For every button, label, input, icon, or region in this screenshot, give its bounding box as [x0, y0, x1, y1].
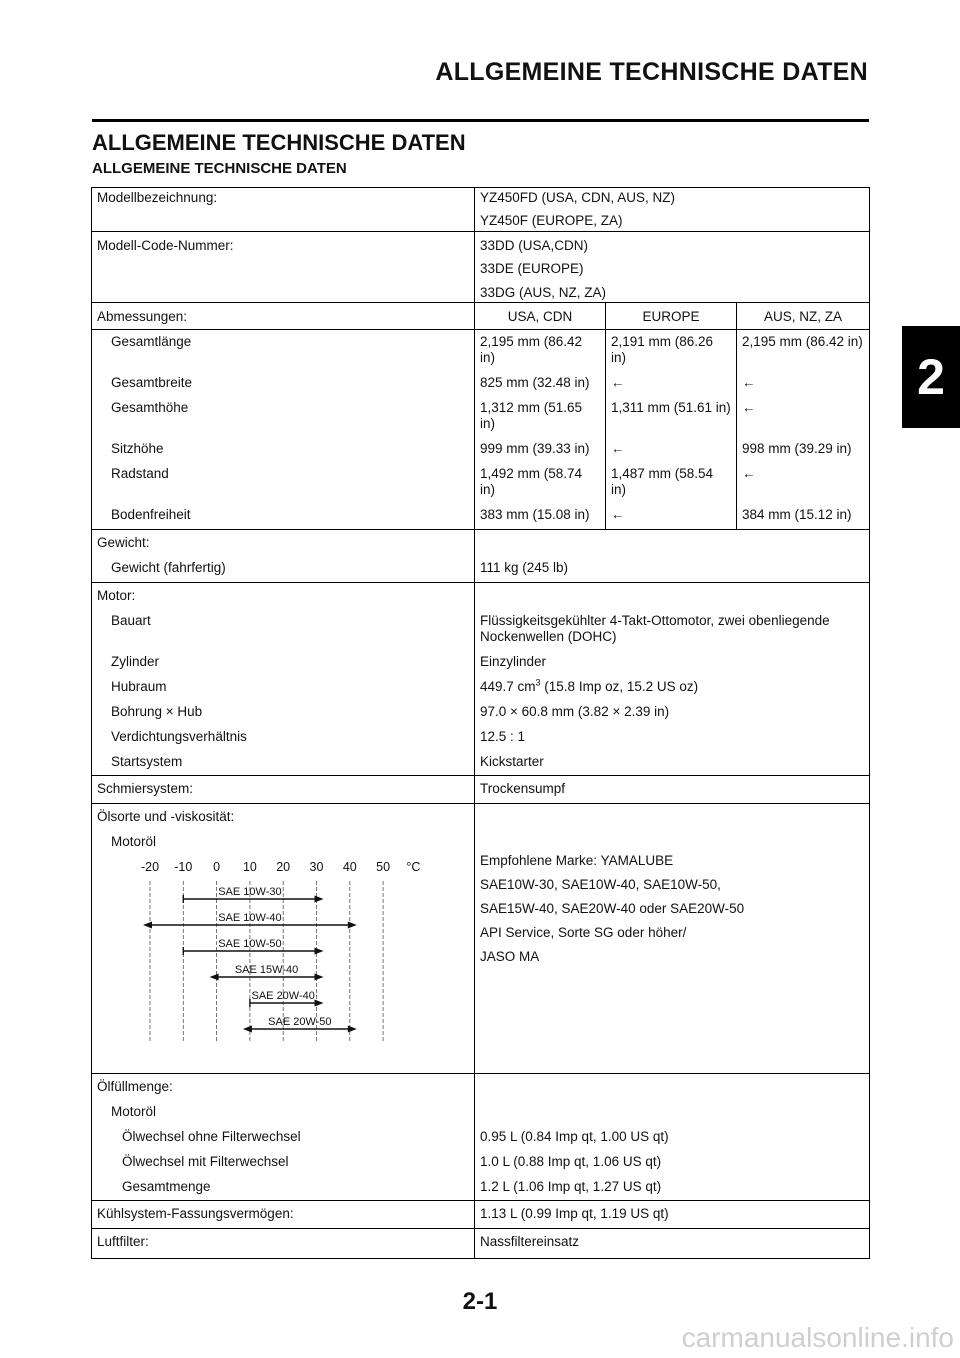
abm-label: Abmessungen: — [92, 303, 475, 330]
series-label: SAE 10W-50 — [218, 938, 282, 950]
row-luftfilter — [92, 1229, 870, 1259]
oel-chart-cell — [92, 851, 475, 1074]
arrow-right-icon — [315, 974, 324, 981]
watermark: carmanualsonline.info — [681, 1322, 954, 1353]
schmier-label: Schmiersystem: — [92, 776, 475, 804]
oel-value-2: SAE10W-30, SAE10W-40, SAE10W-50, — [480, 877, 721, 892]
dim-label: Gesamthöhe — [92, 392, 475, 433]
oel-value-4: API Service, Sorte SG oder höher/ — [480, 925, 687, 940]
schmier-value: Trockensumpf — [475, 776, 870, 804]
row-oelfuellmenge — [92, 1074, 870, 1097]
dim-usa: 1,492 mm (58.74 in) — [475, 458, 606, 499]
oil-viscosity-chart — [92, 851, 475, 1069]
dim-europe: ← — [606, 367, 737, 392]
verdichtung-value: 12.5 : 1 — [475, 721, 870, 746]
tick-label: 20 — [276, 860, 291, 874]
dim-europe: 1,487 mm (58.54 in) — [606, 458, 737, 499]
fuell-sub-label: Motoröl — [92, 1096, 475, 1121]
sub-title: ALLGEMEINE TECHNISCHE DATEN — [92, 160, 347, 177]
page-header-title: ALLGEMEINE TECHNISCHE DATEN — [435, 58, 868, 86]
kuehl-label: Kühlsystem-Fassungsvermögen: — [92, 1201, 475, 1229]
bauart-label: Bauart — [92, 605, 475, 646]
dim-aus: 998 mm (39.29 in) — [737, 433, 870, 458]
modell-value-2: YZ450F (EUROPE, ZA) — [475, 207, 870, 231]
fuell-row1-label: Ölwechsel ohne Filterwechsel — [92, 1121, 475, 1146]
dim-aus: 384 mm (15.12 in) — [737, 499, 870, 530]
dim-europe: 2,191 mm (86.26 in) — [606, 330, 737, 368]
arrow-left-icon — [210, 974, 219, 981]
page-number: 2-1 — [462, 1288, 498, 1315]
hubraum-label: Hubraum — [92, 671, 475, 696]
dim-row — [92, 433, 870, 458]
gewicht-value: 111 kg (245 lb) — [475, 552, 870, 583]
dim-europe: ← — [606, 499, 737, 530]
fuell-label: Ölfüllmenge: — [92, 1074, 475, 1097]
arrow-right-icon — [348, 922, 357, 929]
motor-label: Motor: — [92, 583, 475, 606]
luft-value: Nassfiltereinsatz — [475, 1229, 870, 1259]
tick-label: 0 — [213, 860, 221, 874]
arrow-right-icon — [315, 948, 324, 955]
chapter-tab[interactable]: 2 — [902, 326, 960, 428]
dim-row — [92, 330, 870, 368]
oel-value-5: JASO MA — [480, 949, 540, 964]
spec-table — [91, 187, 870, 1259]
fuell-row1-value: 0.95 L (0.84 Imp qt, 1.00 US qt) — [475, 1121, 870, 1146]
dim-label: Sitzhöhe — [92, 433, 475, 458]
dim-row — [92, 367, 870, 392]
oel-sub-label: Motoröl — [92, 826, 475, 851]
gewicht-label: Gewicht: — [92, 530, 475, 553]
dim-usa: 383 mm (15.08 in) — [475, 499, 606, 530]
bauart-value: Flüssigkeitsgekühlter 4-Takt-Ottomotor, zwei obenliegende Nockenwellen (DOHC) — [475, 605, 870, 646]
row-schmiersystem — [92, 776, 870, 804]
fuell-row2-value: 1.0 L (0.88 Imp qt, 1.06 US qt) — [475, 1146, 870, 1171]
verdichtung-label: Verdichtungsverhältnis — [92, 721, 475, 746]
gewicht-sub-label: Gewicht (fahrfertig) — [92, 552, 475, 583]
bohrung-label: Bohrung × Hub — [92, 696, 475, 721]
series-label: SAE 20W-50 — [268, 1016, 332, 1028]
dim-usa: 999 mm (39.33 in) — [475, 433, 606, 458]
row-code — [92, 231, 870, 255]
tick-label: 10 — [242, 860, 257, 874]
dim-row — [92, 392, 870, 433]
oel-label: Ölsorte und -viskosität: — [92, 804, 475, 827]
arrow-left-icon — [243, 1026, 252, 1033]
oel-values — [475, 851, 870, 1074]
tick-label: -10 — [174, 860, 193, 874]
dim-aus: ← — [737, 458, 870, 499]
modell-label: Modellbezeichnung: — [92, 188, 475, 208]
fuell-row2-label: Ölwechsel mit Filterwechsel — [92, 1146, 475, 1171]
dim-aus: 2,195 mm (86.42 in) — [737, 330, 870, 368]
dim-row — [92, 499, 870, 530]
abm-head-aus: AUS, NZ, ZA — [737, 303, 870, 330]
dim-usa: 2,195 mm (86.42 in) — [475, 330, 606, 368]
zylinder-value: Einzylinder — [475, 646, 870, 671]
row-kuehlsystem — [92, 1201, 870, 1229]
dim-aus: ← — [737, 392, 870, 433]
row-gewicht — [92, 530, 870, 553]
modell-value-1: YZ450FD (USA, CDN, AUS, NZ) — [475, 188, 870, 208]
series-label: SAE 10W-40 — [218, 912, 282, 924]
row-motor — [92, 583, 870, 606]
hubraum-value-post: (15.8 Imp oz, 15.2 US oz) — [540, 679, 699, 694]
code-label: Modell-Code-Nummer: — [92, 231, 475, 255]
hubraum-value — [475, 671, 870, 696]
zylinder-label: Zylinder — [92, 646, 475, 671]
dim-label: Gesamtbreite — [92, 367, 475, 392]
oel-value-3: SAE15W-40, SAE20W-40 oder SAE20W-50 — [480, 901, 745, 916]
dim-europe: ← — [606, 433, 737, 458]
arrow-right-icon — [315, 896, 324, 903]
main-title: ALLGEMEINE TECHNISCHE DATEN — [92, 130, 466, 155]
code-value-2: 33DE (EUROPE) — [475, 255, 870, 279]
tick-label: 50 — [376, 860, 391, 874]
code-value-3: 33DG (AUS, NZ, ZA) — [475, 279, 870, 303]
arrow-left-icon — [143, 922, 152, 929]
arrow-right-icon — [315, 1000, 324, 1007]
dim-label: Bodenfreiheit — [92, 499, 475, 530]
kuehl-value: 1.13 L (0.99 Imp qt, 1.19 US qt) — [475, 1201, 870, 1229]
arrow-right-icon — [348, 1026, 357, 1033]
dim-label: Gesamtlänge — [92, 330, 475, 368]
dim-aus: ← — [737, 367, 870, 392]
fuell-row3-value: 1.2 L (1.06 Imp qt, 1.27 US qt) — [475, 1171, 870, 1201]
series-label: SAE 15W-40 — [234, 964, 299, 976]
row-oelsorte — [92, 804, 870, 827]
code-value-1: 33DD (USA,CDN) — [475, 231, 870, 255]
dim-row — [92, 458, 870, 499]
hubraum-value-pre: 449.7 cm — [480, 679, 536, 694]
fuell-row3-label: Gesamtmenge — [92, 1171, 475, 1201]
dim-usa: 825 mm (32.48 in) — [475, 367, 606, 392]
series-label: SAE 20W-40 — [251, 990, 315, 1002]
row-abmessungen — [92, 303, 870, 330]
row-modell — [92, 188, 870, 208]
series-label: SAE 10W-30 — [218, 886, 282, 898]
start-value: Kickstarter — [475, 746, 870, 776]
unit-label: °C — [406, 860, 421, 874]
dim-label: Radstand — [92, 458, 475, 499]
tick-label: 40 — [342, 860, 357, 874]
luft-label: Luftfilter: — [92, 1229, 475, 1259]
abm-head-europe: EUROPE — [606, 303, 737, 330]
header-rule — [92, 119, 869, 122]
tick-label: 30 — [309, 860, 324, 874]
oel-value-1: Empfohlene Marke: YAMALUBE — [480, 853, 674, 868]
abm-head-usa: USA, CDN — [475, 303, 606, 330]
start-label: Startsystem — [92, 746, 475, 776]
bohrung-value: 97.0 × 60.8 mm (3.82 × 2.39 in) — [475, 696, 870, 721]
dim-europe: 1,311 mm (51.61 in) — [606, 392, 737, 433]
hubraum-sup: 3 — [535, 677, 541, 688]
tick-label: -20 — [140, 860, 160, 874]
dim-usa: 1,312 mm (51.65 in) — [475, 392, 606, 433]
